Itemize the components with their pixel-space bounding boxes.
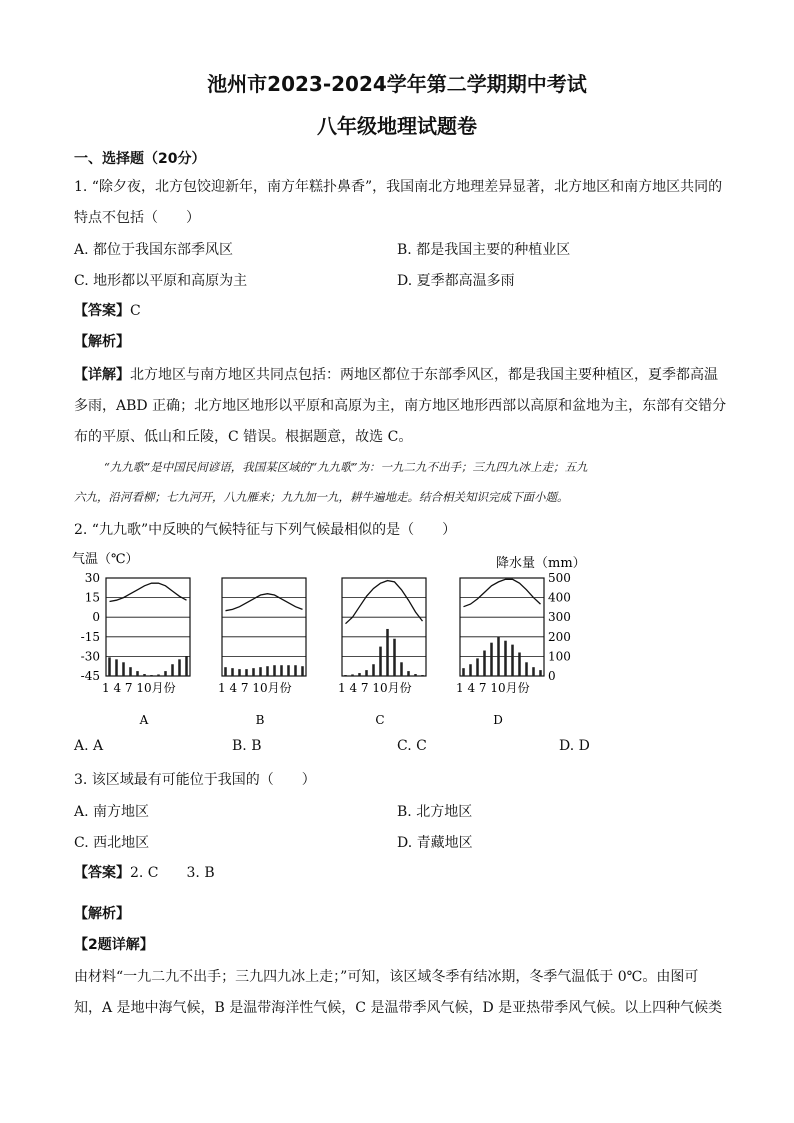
- precip-tick-label: 500: [548, 571, 571, 585]
- precip-tick-label: 100: [548, 649, 571, 664]
- precip-bar: [490, 643, 493, 676]
- temperature-curve: [110, 583, 187, 601]
- temp-tick-label: -45: [80, 669, 100, 683]
- climate-charts-figure: [70, 548, 610, 733]
- chart-letter-labels: [139, 713, 503, 727]
- precip-bar: [393, 639, 396, 676]
- precip-bar: [171, 664, 174, 676]
- precip-bar: [252, 668, 255, 676]
- exam-subtitle: 八年级地理试题卷: [317, 114, 477, 138]
- precip-bar: [344, 675, 347, 676]
- q2-option-d: D. D: [559, 738, 590, 754]
- precip-bar: [231, 668, 234, 676]
- temp-tick-label: 15: [84, 590, 100, 605]
- chart-frame: [460, 578, 544, 676]
- q1-detail-line1: [74, 364, 718, 384]
- precip-tick-label: 300: [548, 610, 571, 625]
- precip-tick-label: 0: [548, 669, 556, 683]
- precipitation-axis-ticks: [548, 571, 571, 683]
- precip-bar: [245, 669, 248, 676]
- q1-detail-line3: 布的平原、低山和丘陵，C 错误。根据题意，故选 C。: [74, 429, 413, 445]
- precip-bar: [365, 670, 368, 676]
- left-axis-title: 气温（℃）: [72, 552, 139, 567]
- precip-bar: [129, 667, 132, 676]
- precip-bar: [525, 662, 528, 676]
- precip-bar: [476, 658, 479, 676]
- precip-bar: [178, 659, 181, 676]
- q2-detail-tag: 【2题详解】: [74, 937, 154, 953]
- precip-bar: [150, 675, 153, 676]
- climate-chart-b: [218, 578, 306, 695]
- precip-bar: [358, 673, 361, 676]
- detail-text: 北方地区与南方地区共同点包括：两地区都位于东部季风区，都是我国主要种植区，夏季都高温: [130, 367, 718, 383]
- precip-bar: [143, 674, 146, 676]
- detail-tag: 【详解】: [74, 367, 130, 383]
- climate-chart-a: [102, 578, 190, 695]
- chart-letter: A: [139, 713, 149, 727]
- material-line2: 六九，沿河看柳；七九河开，八九雁来；九九加一九，耕牛遍地走。结合相关知识完成下面小题。: [74, 490, 569, 504]
- precip-bar: [122, 662, 125, 676]
- precip-bar: [294, 665, 297, 676]
- chart-frame: [222, 578, 306, 676]
- precip-bar: [400, 662, 403, 676]
- answer-value: C: [130, 303, 141, 319]
- precip-bar: [372, 664, 375, 676]
- answer-value: 2. C 3. B: [130, 865, 215, 881]
- answer-tag: 【答案】: [74, 865, 130, 881]
- section-heading: 一、选择题（20分）: [74, 151, 206, 167]
- q1-stem-line1: 1. “除夕夜，北方包饺迎新年，南方年糕扑鼻香”，我国南北方地理差异显著，北方地区和南方地区共同的: [74, 179, 723, 195]
- chart-frame: [342, 578, 426, 676]
- q3-answer: [74, 862, 215, 882]
- q3-option-c: C. 西北地区: [74, 835, 150, 851]
- q2-option-c: C. C: [397, 738, 427, 754]
- precip-bar: [280, 665, 283, 676]
- q2-detail-line1: 由材料“一九二九不出手；三九四九冰上走；”可知，该区域冬季有结冰期，冬季气温低于 0℃。由图可: [74, 969, 699, 985]
- q1-option-c: C. 地形都以平原和高原为主: [74, 273, 248, 289]
- q2-detail-line2: 知，A 是地中海气候，B 是温带海洋性气候，C 是温带季风气候，D 是亚热带季风气候。以上四种气候类: [74, 1000, 723, 1016]
- exam-title: 池州市2023-2024学年第二学期期中考试: [207, 72, 587, 96]
- precip-bar: [518, 652, 521, 676]
- q1-stem-line2: 特点不包括（ ）: [74, 210, 200, 226]
- q1-analysis-tag: 【解析】: [74, 334, 130, 350]
- chart-letter: C: [375, 713, 385, 727]
- precip-bar: [164, 671, 167, 676]
- q1-option-d: D. 夏季都高温多雨: [397, 273, 515, 289]
- precip-bar: [511, 645, 514, 676]
- precip-tick-label: 200: [548, 629, 571, 644]
- chart-letter: D: [493, 713, 503, 727]
- climate-chart-d: [456, 578, 544, 695]
- answer-tag: 【答案】: [74, 303, 130, 319]
- precip-bar: [238, 669, 241, 676]
- precip-bar: [108, 657, 111, 676]
- precip-bar: [287, 665, 290, 676]
- chart-letter: B: [255, 713, 265, 727]
- month-axis-label: 1 4 7 10月份: [338, 681, 412, 695]
- temp-tick-label: 30: [84, 571, 100, 585]
- precip-tick-label: 400: [548, 590, 571, 605]
- precip-bar: [532, 667, 535, 676]
- temperature-curve: [464, 579, 541, 606]
- precip-bar: [273, 665, 276, 676]
- precip-bar: [407, 671, 410, 676]
- month-axis-label: 1 4 7 10月份: [218, 681, 292, 695]
- precip-bar: [497, 637, 500, 676]
- precip-bar: [301, 666, 304, 676]
- precip-bar: [157, 674, 160, 676]
- q2-stem: 2. “九九歌”中反映的气候特征与下列气候最相似的是（ ）: [74, 522, 457, 538]
- month-axis-label: 1 4 7 10月份: [102, 681, 176, 695]
- precip-bar: [483, 651, 486, 676]
- q3-option-d: D. 青藏地区: [397, 835, 473, 851]
- precip-bar: [259, 667, 262, 676]
- precip-bar: [421, 675, 424, 676]
- temp-tick-label: 0: [92, 610, 100, 625]
- q2-option-a: A. A: [74, 738, 104, 754]
- precip-bar: [386, 629, 389, 676]
- q2-option-b: B. B: [232, 738, 262, 754]
- month-axis-label: 1 4 7 10月份: [456, 681, 530, 695]
- precip-bar: [539, 670, 542, 676]
- temperature-curve: [226, 594, 303, 611]
- temp-tick-label: -15: [80, 629, 100, 644]
- material-line1: “九九歌”是中国民间谚语，我国某区域的“九九歌”为：一九二九不出手；三九四九冰上走；五九: [104, 460, 588, 474]
- precip-bar: [185, 656, 188, 676]
- precip-bar: [351, 674, 354, 676]
- precip-bar: [115, 659, 118, 676]
- temp-tick-label: -30: [80, 649, 100, 664]
- climate-chart-c: [338, 578, 426, 695]
- precip-bar: [414, 674, 417, 676]
- precip-bar: [266, 666, 269, 676]
- chart-frame: [106, 578, 190, 676]
- precip-bar: [379, 647, 382, 676]
- q1-detail-line2: 多雨，ABD 正确；北方地区地形以平原和高原为主，南方地区地形西部以高原和盆地为主，东部有交错分: [74, 398, 727, 414]
- temperature-axis-ticks: [81, 571, 100, 683]
- q3-stem: 3. 该区域最有可能位于我国的（ ）: [74, 772, 316, 788]
- q1-option-b: B. 都是我国主要的种植业区: [397, 242, 571, 258]
- precip-bar: [224, 667, 227, 676]
- q3-option-b: B. 北方地区: [397, 804, 473, 820]
- precip-bar: [136, 671, 139, 676]
- q3-option-a: A. 南方地区: [74, 804, 150, 820]
- climate-charts: [102, 578, 544, 695]
- q1-option-a: A. 都位于我国东部季风区: [74, 242, 234, 258]
- precip-bar: [469, 664, 472, 676]
- q3-analysis-tag: 【解析】: [74, 906, 130, 922]
- precip-bar: [462, 668, 465, 676]
- q1-answer: [74, 300, 141, 320]
- precip-bar: [504, 641, 507, 676]
- right-axis-title: 降水量（mm）: [496, 556, 586, 571]
